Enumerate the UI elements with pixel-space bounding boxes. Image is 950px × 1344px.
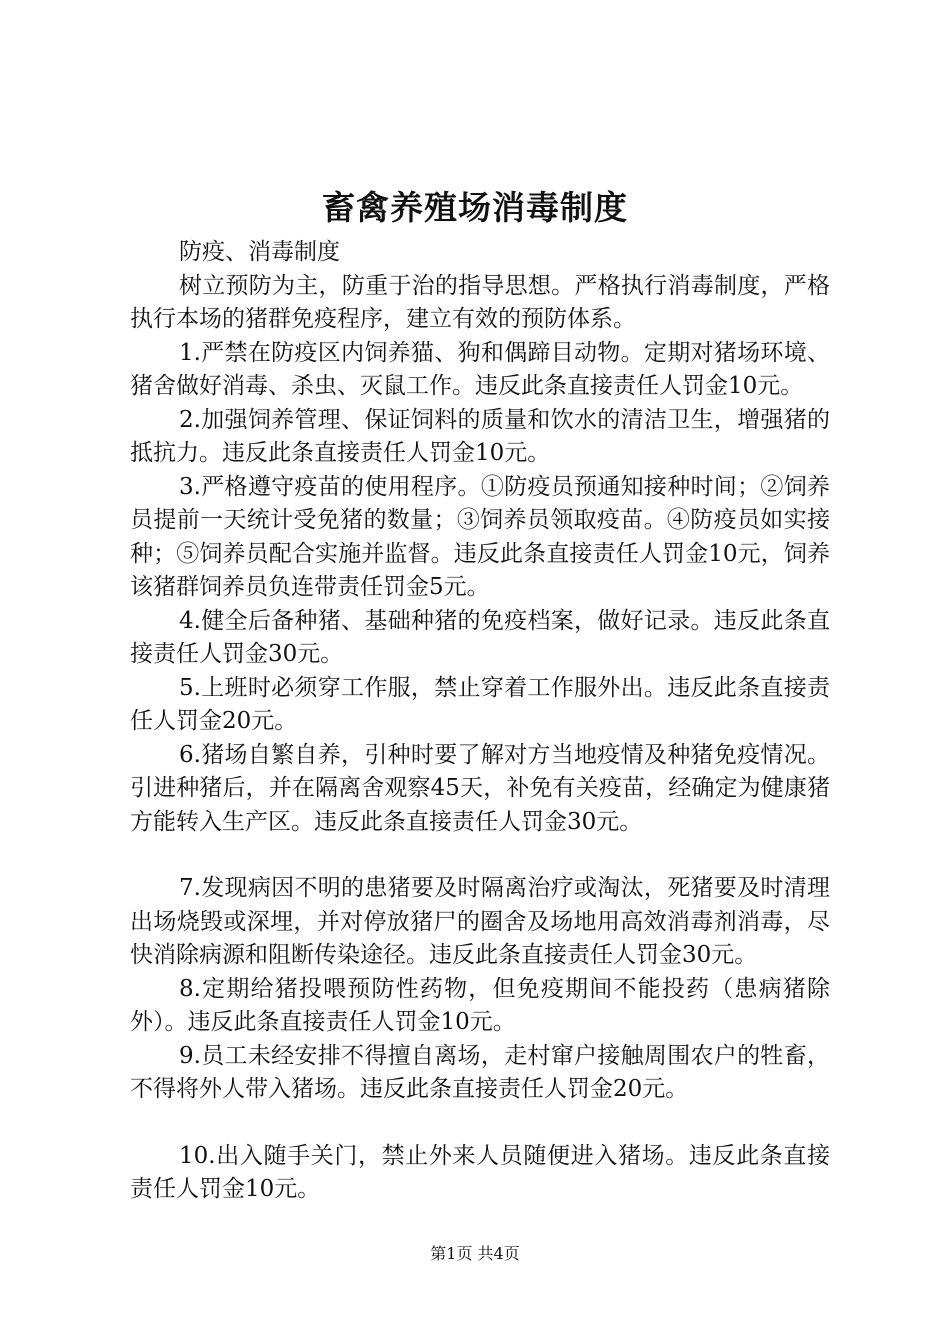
rule-item-7: 7.发现病因不明的患猪要及时隔离治疗或淘汰，死猪要及时清理出场烧毁或深埋，并对停放猪尸的圈舍及场地用高效消毒剂消毒，尽快消除病源和阻断传染途径。违反此条直接责任人罚金30元。 — [130, 875, 830, 968]
section-heading: 防疫、消毒制度 — [179, 239, 340, 265]
rule-item-9: 9.员工未经安排不得擅自离场，走村窜户接触周围农户的牲畜，不得将外人带入猪场。违反此条直接责任人罚金20元。 — [130, 1042, 830, 1102]
document-body — [130, 236, 830, 1207]
document-title: 畜禽养殖场消毒制度 — [322, 188, 628, 227]
blank-line — [130, 839, 830, 872]
rule-item-8: 8.定期给猪投喂预防性药物，但免疫期间不能投药（患病猪除外）。违反此条直接责任人罚金10元。 — [130, 975, 830, 1035]
page-number: 第1页 共4页 — [430, 1244, 520, 1263]
rule-item-5: 5.上班时必须穿工作服，禁止穿着工作服外出。违反此条直接责任人罚金20元。 — [130, 674, 830, 734]
intro-paragraph: 树立预防为主，防重于治的指导思想。严格执行消毒制度，严格执行本场的猪群免疫程序，建立有效的预防体系。 — [130, 272, 830, 332]
rule-item-1: 1.严禁在防疫区内饲养猫、狗和偶蹄目动物。定期对猪场环境、猪舍做好消毒、杀虫、灭鼠工作。违反此条直接责任人罚金10元。 — [130, 339, 830, 399]
rule-item-10: 10.出入随手关门，禁止外来人员随便进入猪场。违反此条直接责任人罚金10元。 — [130, 1142, 830, 1202]
rule-item-3: 3.严格遵守疫苗的使用程序。①防疫员预通知接种时间；②饲养员提前一天统计受免猪的数量；③饲养员领取疫苗。④防疫员如实接种；⑤饲养员配合实施并监督。违反此条直接责任人罚金10元，饲养该猪群饲养员负连带责任罚金5元。 — [130, 473, 830, 600]
rule-item-4: 4.健全后备种猪、基础种猪的免疫档案，做好记录。违反此条直接责任人罚金30元。 — [130, 607, 830, 667]
rule-item-2: 2.加强饲养管理、保证饲料的质量和饮水的清洁卫生，增强猪的抵抗力。违反此条直接责任人罚金10元。 — [130, 406, 830, 466]
blank-line — [130, 1107, 830, 1140]
rule-item-6: 6.猪场自繁自养，引种时要了解对方当地疫情及种猪免疫情况。引进种猪后，并在隔离舍观察45天，补免有关疫苗，经确定为健康猪方能转入生产区。违反此条直接责任人罚金30元。 — [130, 741, 830, 835]
